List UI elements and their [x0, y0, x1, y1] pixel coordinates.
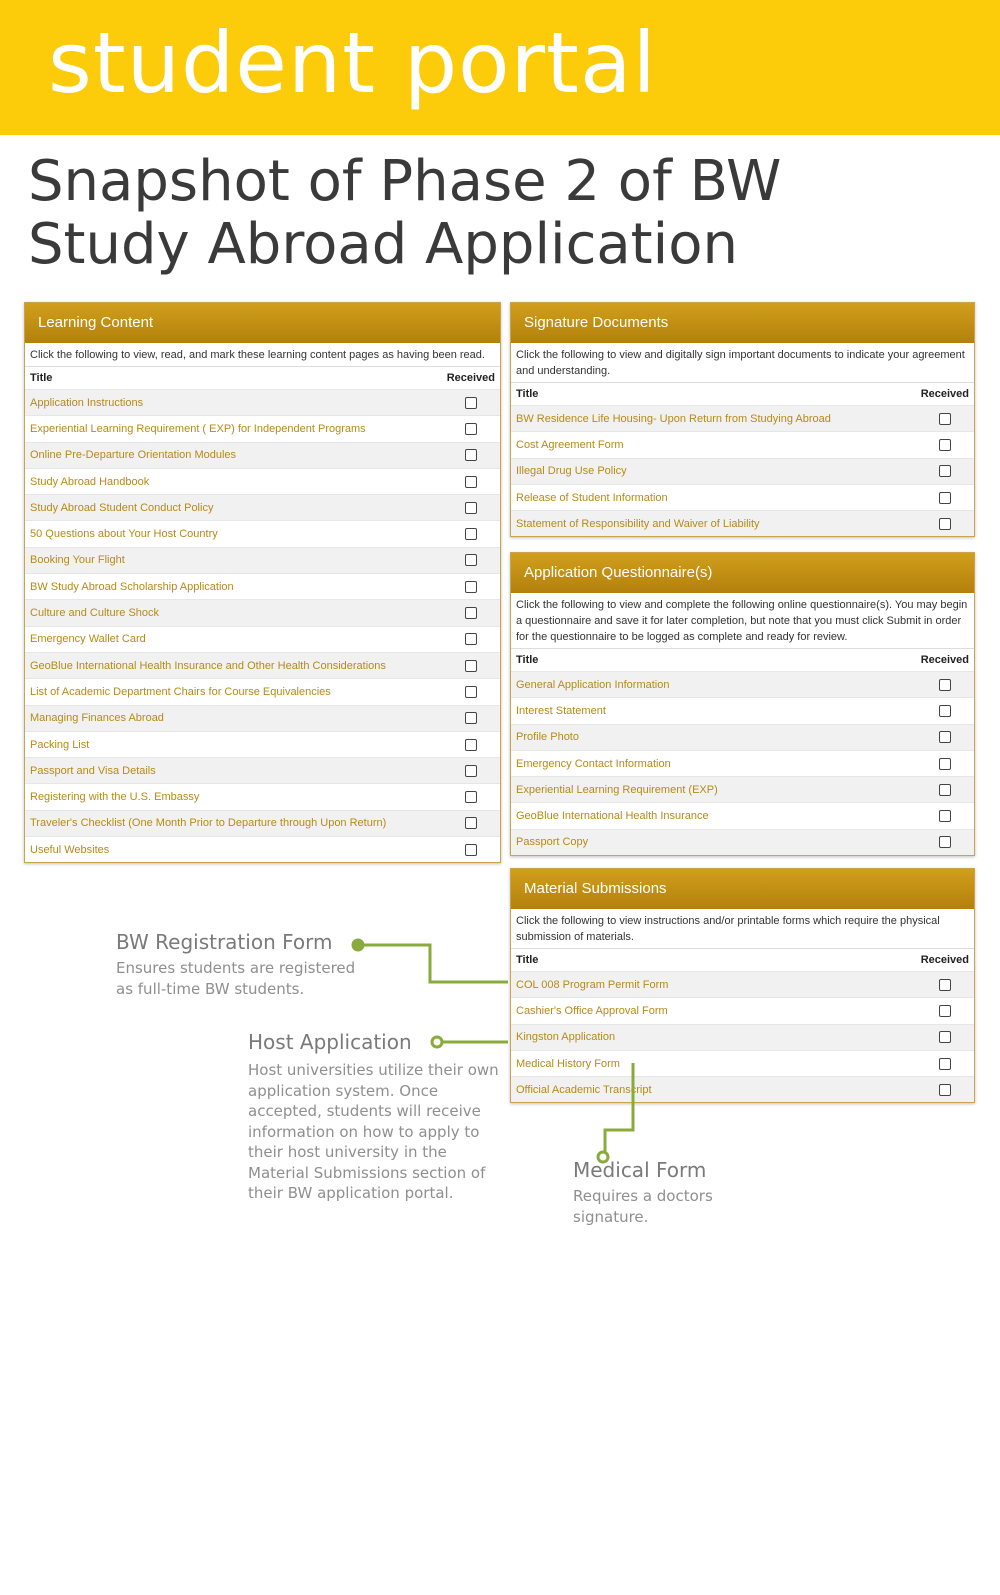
item-link[interactable]: Traveler's Checklist (One Month Prior to Departure through Upon Return) — [30, 817, 387, 830]
item-link[interactable]: List of Academic Department Chairs for Course Equivalencies — [30, 685, 331, 698]
column-received: Received — [446, 372, 495, 384]
item-link[interactable]: GeoBlue International Health Insurance — [516, 810, 709, 823]
item-link[interactable]: COL 008 Program Permit Form — [516, 978, 669, 991]
medical-callout — [573, 1158, 773, 1227]
item-link[interactable]: Experiential Learning Requirement ( EXP) for Independent Programs — [30, 422, 366, 435]
item-link[interactable]: BW Residence Life Housing- Upon Return from Studying Abroad — [516, 412, 831, 425]
column-received: Received — [920, 954, 969, 966]
learning-content-description: Click the following to view, read, and mark these learning content pages as having been read. — [25, 343, 500, 367]
column-received: Received — [920, 388, 969, 400]
questionnaires-description: Click the following to view and complete the following online questionnaire(s). You may begin a questionnaire and save it for later completion, but note that you must click Submit in order for the questionnaire to be logged as complete and ready for review. — [511, 593, 974, 649]
item-link[interactable]: Release of Student Information — [516, 491, 668, 504]
item-link[interactable]: Kingston Application — [516, 1031, 616, 1044]
item-link[interactable]: GeoBlue International Health Insurance and Other Health Considerations — [30, 659, 386, 672]
host-callout — [248, 1030, 510, 1204]
item-link[interactable]: Cost Agreement Form — [516, 438, 624, 451]
banner-title: student portal — [48, 14, 657, 112]
item-link[interactable]: Packing List — [30, 738, 90, 751]
item-link[interactable]: Passport and Visa Details — [30, 764, 156, 777]
callout-text: Requires a doctors signature. — [573, 1187, 713, 1226]
item-link[interactable]: BW Study Abroad Scholarship Application — [30, 580, 234, 593]
column-received: Received — [920, 654, 969, 666]
callout-title: Host Application — [248, 1030, 412, 1054]
item-link[interactable]: Online Pre-Departure Orientation Modules — [30, 449, 237, 462]
item-link[interactable]: Registering with the U.S. Embassy — [30, 791, 200, 804]
item-link[interactable]: Illegal Drug Use Policy — [516, 465, 627, 478]
item-link[interactable]: Medical History Form — [516, 1057, 620, 1070]
item-link[interactable]: Emergency Contact Information — [516, 757, 671, 770]
item-link[interactable]: Experiential Learning Requirement (EXP) — [516, 783, 718, 796]
item-link[interactable]: Official Academic Transcript — [516, 1083, 652, 1096]
signature-documents-header: Signature Documents — [511, 303, 974, 343]
callout-text: Ensures students are registered as full-time BW students. — [116, 959, 356, 998]
medical-connector-line — [605, 1063, 633, 1152]
column-title: Title — [516, 954, 539, 966]
registration-connector-line — [360, 945, 508, 982]
item-link[interactable]: Emergency Wallet Card — [30, 633, 146, 646]
callout-text: Host universities utilize their own application system. Once accepted, students will receive information on how to apply to their host university in the Material Submissions section of their BW application portal. — [248, 1061, 499, 1202]
registration-callout — [116, 930, 356, 999]
item-link[interactable]: Study Abroad Student Conduct Policy — [30, 501, 214, 514]
material-submissions-description: Click the following to view instructions and/or printable forms which require the physical submission of materials. — [511, 909, 974, 949]
item-link[interactable]: Study Abroad Handbook — [30, 475, 150, 488]
item-link[interactable]: General Application Information — [516, 678, 670, 691]
callout-title: Medical Form — [573, 1158, 707, 1182]
item-link[interactable]: 50 Questions about Your Host Country — [30, 528, 218, 541]
questionnaires-header: Application Questionnaire(s) — [511, 553, 974, 593]
item-link[interactable]: Culture and Culture Shock — [30, 607, 160, 620]
learning-content-header: Learning Content — [25, 303, 500, 343]
column-title: Title — [516, 388, 539, 400]
column-title: Title — [516, 654, 539, 666]
item-link[interactable]: Booking Your Flight — [30, 554, 125, 567]
item-link[interactable]: Interest Statement — [516, 704, 606, 717]
item-link[interactable]: Cashier's Office Approval Form — [516, 1004, 668, 1017]
item-link[interactable]: Managing Finances Abroad — [30, 712, 164, 725]
item-link[interactable]: Useful Websites — [30, 843, 110, 856]
item-link[interactable]: Application Instructions — [30, 396, 144, 409]
item-link[interactable]: Profile Photo — [516, 731, 579, 744]
column-title: Title — [30, 372, 53, 384]
signature-documents-description: Click the following to view and digitally sign important documents to indicate your agreement and understanding. — [511, 343, 974, 383]
material-submissions-header: Material Submissions — [511, 869, 974, 909]
page-title: Snapshot of Phase 2 of BW Study Abroad Application — [28, 149, 782, 277]
item-link[interactable]: Passport Copy — [516, 836, 589, 849]
item-link[interactable]: Statement of Responsibility and Waiver of Liability — [516, 517, 760, 530]
callout-title: BW Registration Form — [116, 930, 333, 954]
